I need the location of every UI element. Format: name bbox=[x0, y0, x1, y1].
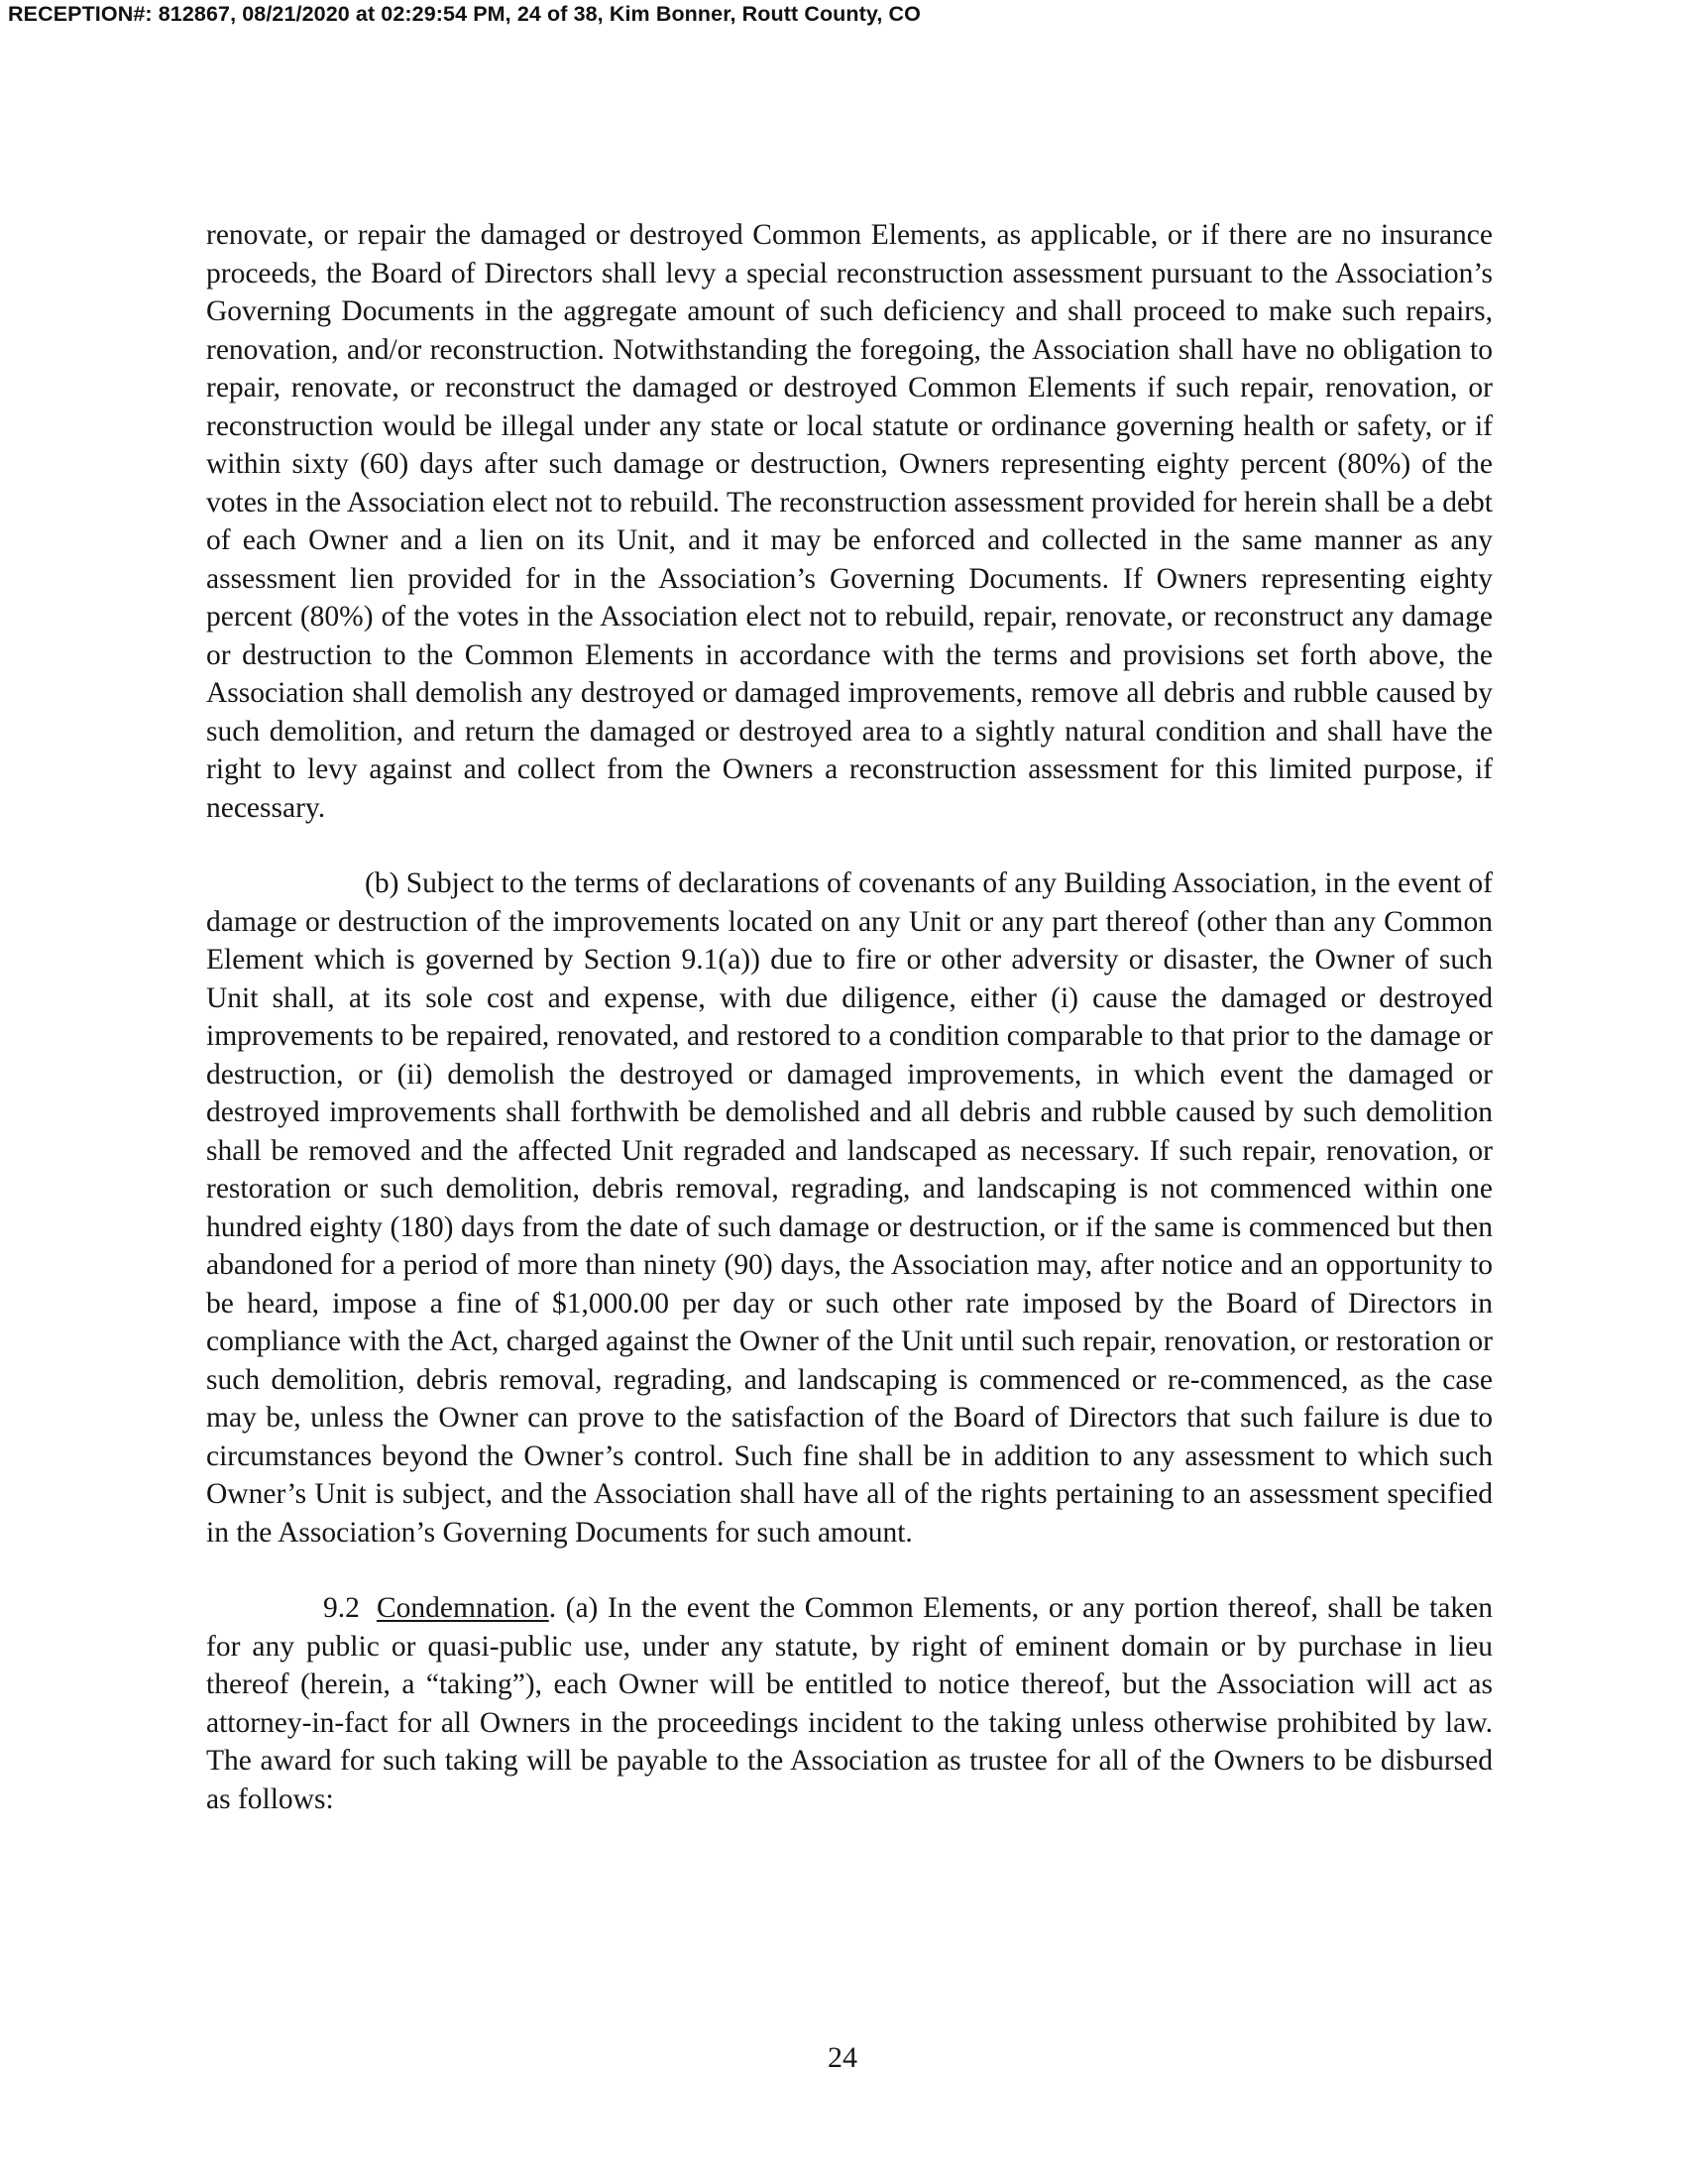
section-title: Condemnation bbox=[377, 1592, 549, 1624]
reception-stamp: RECEPTION#: 812867, 08/21/2020 at 02:29:54 PM, 24 of 38, Kim Bonner, Routt County, CO bbox=[8, 2, 921, 26]
paragraph-subsection-b: (b) Subject to the terms of declarations of covenants of any Building Association, in the event of damage or destruction of the improvements located on any Unit or any part thereof (other than any Common Element which is governed by Section 9.1(a)) due to fire or other adversity or disaster, the Owner of such Unit shall, at its sole cost and expense, with due diligence, either (i) cause the damaged or destroyed improvements to be repaired, renovated, and restored to a condition comparable to that prior to the damage or destruction, or (ii) demolish the destroyed or damaged improvements, in which event the damaged or destroyed improvements shall forthwith be demolished and all debris and rubble caused by such demolition shall be removed and the affected Unit regraded and landscaped as necessary. If such repair, renovation, or restoration or such demolition, debris removal, regrading, and landscaping is not commenced within one hundred eighty (180) days from the date of such damage or destruction, or if the same is commenced but then abandoned for a period of more than ninety (90) days, the Association may, after notice and an opportunity to be heard, impose a fine of $1,000.00 per day or such other rate imposed by the Board of Directors in compliance with the Act, charged against the Owner of the Unit until such repair, renovation, or restoration or such demolition, debris removal, regrading, and landscaping is commenced or re-commenced, as the case may be, unless the Owner can prove to the satisfaction of the Board of Directors that such failure is due to circumstances beyond the Owner’s control. Such fine shall be in addition to any assessment to which such Owner’s Unit is subject, and the Association shall have all of the rights pertaining to an assessment specified in the Association’s Governing Documents for such amount. bbox=[206, 867, 1493, 1549]
section-text: . (a) In the event the Common Elements, or any portion thereof, shall be taken for any public or quasi-public use, under any statute, by right of eminent domain or by purchase in lieu thereof (herein, a “taking”), each Owner will be entitled to notice thereof, but the Association will act as attorney-in-fact for all Owners in the proceedings incident to the taking unless otherwise prohibited by law. The award for such taking will be payable to the Association as trustee for all of the Owners to be disbursed as follows: bbox=[206, 1592, 1493, 1815]
section-number: 9.2 bbox=[323, 1592, 360, 1624]
document-body bbox=[206, 216, 1493, 1818]
paragraph-section-9-2 bbox=[206, 1589, 1493, 1818]
paragraph-continued: renovate, or repair the damaged or destroyed Common Elements, as applicable, or if there are no insurance proceeds, the Board of Directors shall levy a special reconstruction assessment pursuant to the Association’s Governing Documents in the aggregate amount of such deficiency and shall proceed to make such repairs, renovation, and/or reconstruction. Notwithstanding the foregoing, the Association shall have no obligation to repair, renovate, or reconstruct the damaged or destroyed Common Elements if such repair, renovation, or reconstruction would be illegal under any state or local statute or ordinance governing health or safety, or if within sixty (60) days after such damage or destruction, Owners representing eighty percent (80%) of the votes in the Association elect not to rebuild. The reconstruction assessment provided for herein shall be a debt of each Owner and a lien on its Unit, and it may be enforced and collected in the same manner as any assessment lien provided for in the Association’s Governing Documents. If Owners representing eighty percent (80%) of the votes in the Association elect not to rebuild, repair, renovate, or reconstruct any damage or destruction to the Common Elements in accordance with the terms and provisions set forth above, the Association shall demolish any destroyed or damaged improvements, remove all debris and rubble caused by such demolition, and return the damaged or destroyed area to a sightly natural condition and shall have the right to levy against and collect from the Owners a reconstruction assessment for this limited purpose, if necessary. bbox=[206, 219, 1493, 824]
page-number: 24 bbox=[828, 2041, 857, 2074]
